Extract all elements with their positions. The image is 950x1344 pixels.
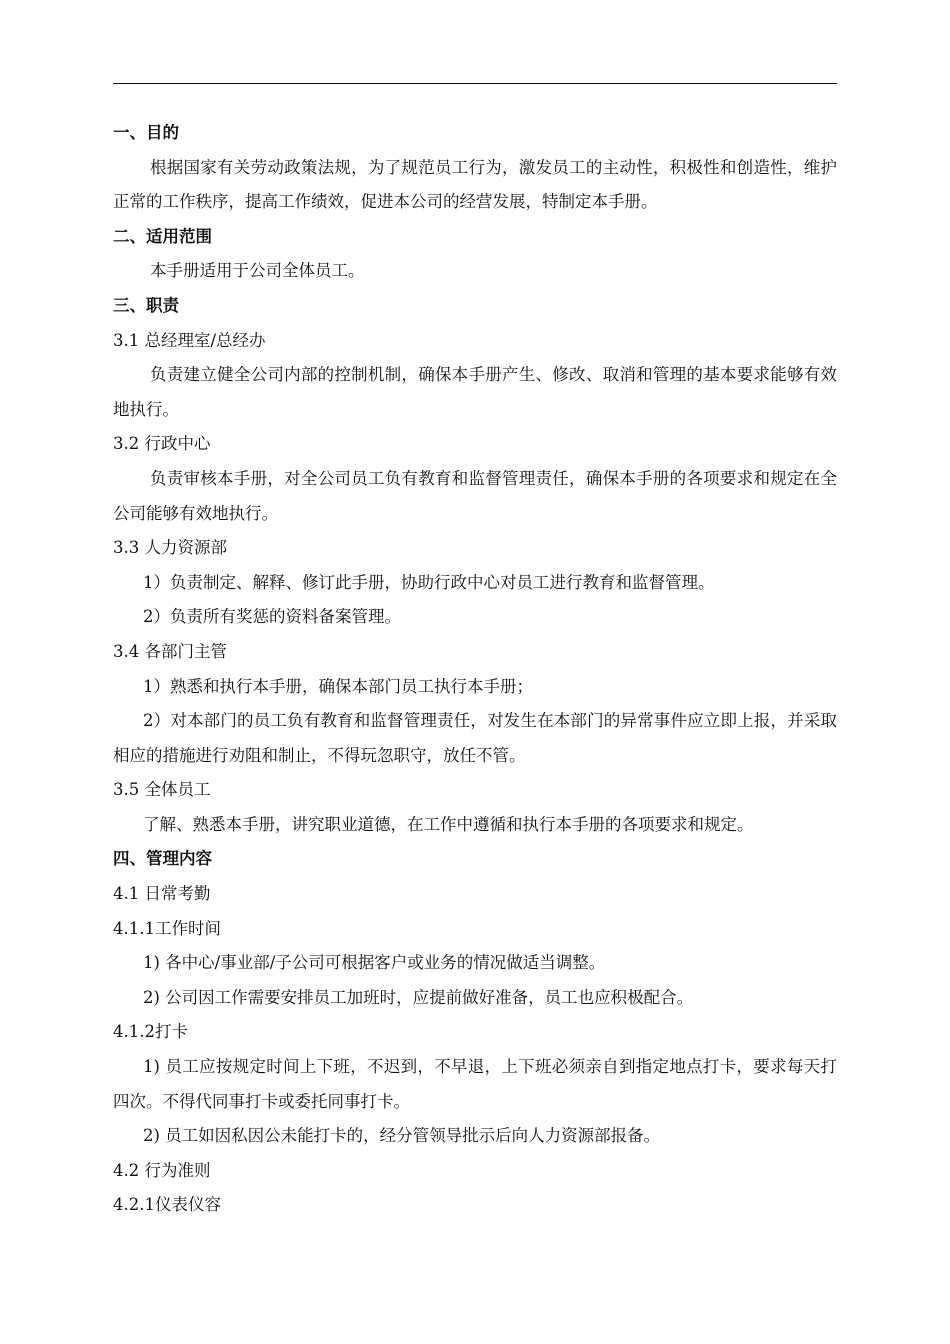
subheading-4-1: 4.1 日常考勤 [113, 884, 211, 904]
subheading-3-4: 3.4 各部门主管 [113, 641, 227, 661]
subheading-4-2-1: 4.2.1仪表仪容 [113, 1195, 221, 1215]
list-item-3-4-1: 1）熟悉和执行本手册，确保本部门员工执行本手册； [143, 676, 533, 696]
subheading-3-5: 3.5 全体员工 [113, 780, 211, 800]
subheading-4-1-2: 4.1.2打卡 [113, 1022, 188, 1042]
paragraph-purpose: 根据国家有关劳动政策法规，为了规范员工行为，激发员工的主动性，积极性和创造性，维护正常的工作秩序，提高工作绩效，促进本公司的经营发展，特制定本手册。 [113, 157, 837, 212]
header-divider [113, 83, 837, 84]
section-heading-scope: 二、适用范围 [113, 226, 212, 246]
paragraph-3-2: 负责审核本手册，对全公司员工负有教育和监督管理责任，确保本手册的各项要求和规定在全公司能够有效地执行。 [113, 468, 837, 523]
subheading-4-2: 4.2 行为准则 [113, 1160, 211, 1180]
list-item-3-3-2: 2）负责所有奖惩的资料备案管理。 [143, 607, 401, 627]
list-item-3-3-1: 1）负责制定、解释、修订此手册，协助行政中心对员工进行教育和监督管理。 [143, 572, 715, 592]
section-heading-management: 四、管理内容 [113, 849, 212, 869]
subheading-3-3: 3.3 人力资源部 [113, 538, 227, 558]
paragraph-3-5: 了解、熟悉本手册，讲究职业道德，在工作中遵循和执行本手册的各项要求和规定。 [143, 814, 754, 834]
paragraph-scope: 本手册适用于公司全体员工。 [150, 261, 365, 281]
list-item-4-1-2-1: 1) 员工应按规定时间上下班，不迟到，不早退，上下班必须亲自到指定地点打卡，要求每天打四次。不得代同事打卡或委托同事打卡。 [113, 1057, 837, 1111]
subheading-3-1: 3.1 总经理室/总经办 [113, 330, 266, 350]
list-item-4-1-2-2: 2) 员工如因私因公未能打卡的，经分管领导批示后向人力资源部报备。 [143, 1126, 661, 1146]
paragraph-3-1: 负责建立健全公司内部的控制机制，确保本手册产生、修改、取消和管理的基本要求能够有效地执行。 [113, 365, 837, 419]
subheading-3-2: 3.2 行政中心 [113, 434, 211, 454]
section-heading-purpose: 一、目的 [113, 123, 179, 142]
subheading-4-1-1: 4.1.1工作时间 [113, 918, 221, 938]
list-item-3-4-2: 2）对本部门的员工负有教育和监督管理责任，对发生在本部门的异常事件应立即上报，并采取相应的措施进行劝阻和制止，不得玩忽职守，放任不管。 [113, 711, 837, 765]
list-item-4-1-1-1: 1) 各中心/事业部/子公司可根据客户或业务的情况做适当调整。 [143, 953, 606, 973]
section-heading-responsibilities: 三、职责 [113, 295, 179, 315]
document-body [113, 116, 837, 1223]
list-item-4-1-1-2: 2) 公司因工作需要安排员工加班时，应提前做好准备，员工也应积极配合。 [143, 987, 694, 1007]
